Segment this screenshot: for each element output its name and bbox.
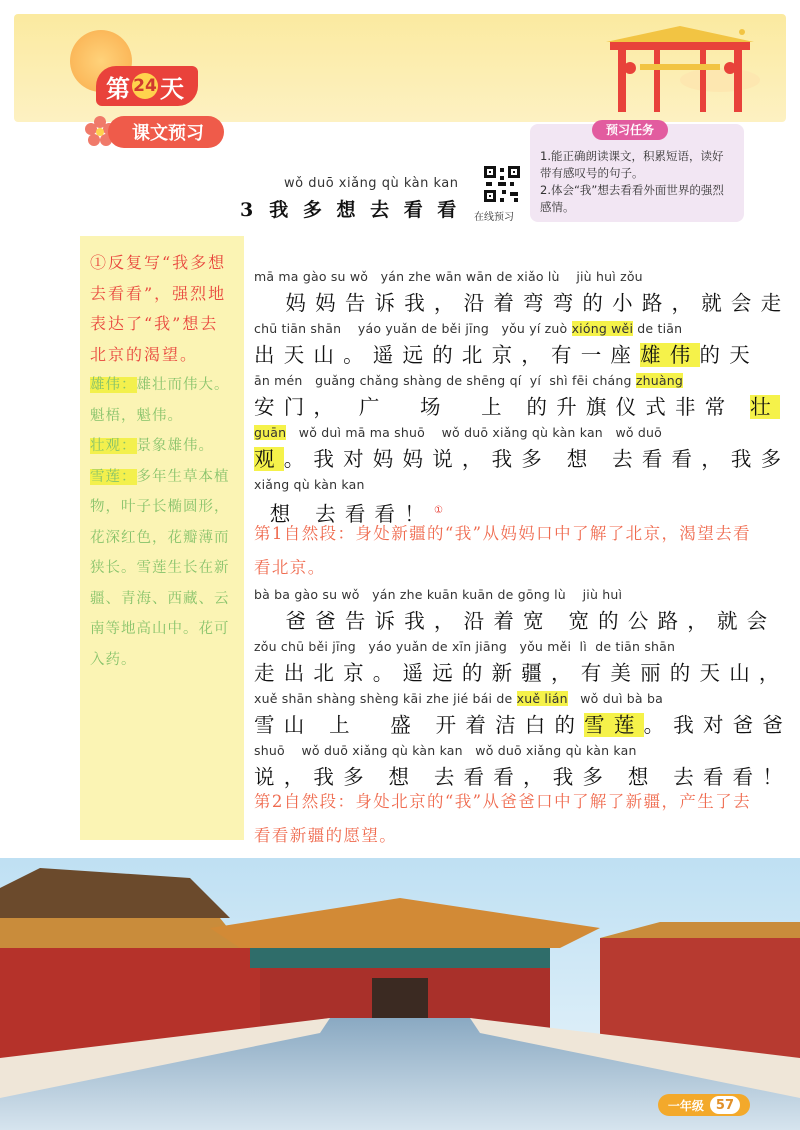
paragraph-2: [254, 586, 793, 794]
text-line: [254, 656, 789, 690]
hanzi-text: 。我对妈妈说，我多 想 去看看，我多: [283, 447, 791, 471]
page-number: 57: [710, 1096, 740, 1114]
side-note-annotation: ①反复写“我多想去看看”，强烈地表达了“我”想去北京的渴望。: [90, 253, 227, 364]
vocab-word: 雄伟：: [90, 377, 137, 393]
qr-label: 在线预习: [474, 212, 514, 223]
pinyin-line: [254, 372, 754, 390]
task-title: 预习任务: [592, 120, 668, 140]
pinyin-line: [254, 320, 754, 338]
text-line: [254, 708, 793, 742]
day-badge: [96, 66, 198, 106]
lesson-number: 3: [240, 199, 258, 221]
summary-1: 第1自然段：身处新疆的“我”从妈妈口中了解了北京，渴望去看看北京。: [254, 524, 751, 577]
vocab-definition: 雄壮而伟大。魁梧，魁伟。: [90, 377, 230, 424]
pinyin-line: [254, 476, 754, 494]
text-line: [254, 338, 759, 372]
day-suffix: 天: [160, 74, 184, 103]
task-item-1: 1.能正确朗读课文，积累短语，读好带有感叹号的句子。: [540, 149, 724, 180]
pinyin-text: xiǎng qù kàn kan: [254, 477, 365, 492]
pinyin-text: de tiān: [633, 321, 683, 336]
grade-label: 一年级: [667, 1098, 704, 1113]
text-line: [254, 390, 780, 424]
pinyin-line: [254, 268, 754, 286]
pinyin-text: wǒ duì bà ba: [567, 691, 663, 706]
pinyin-text: zǒu chū běi jīng yáo yuǎn de xīn jiāng yǒu měi lì de tiān shān: [254, 639, 676, 654]
side-note: [80, 236, 244, 840]
pinyin-text: shuō wǒ duō xiǎng qù kàn kan wǒ duō xiǎng qù kàn kan: [254, 743, 637, 758]
pinyin-text: ān mén guǎng chǎng shàng de shēng qí yí shì fēi cháng: [254, 373, 636, 388]
pinyin-text: mā ma gào su wǒ yán zhe wān wān de xiǎo lù jiù huì zǒu: [254, 269, 643, 284]
pinyin-line: [254, 586, 754, 604]
summary-2: 第2自然段：身处北京的“我”从爸爸口中了解了新疆，产生了去看看新疆的愿望。: [254, 792, 751, 845]
hanzi-text: 想 去看看！: [254, 501, 434, 526]
pinyin-text: chū tiān shān yáo yuǎn de běi jīng yǒu yí zuò: [254, 321, 572, 336]
hanzi-text: 的天: [699, 343, 759, 367]
day-number: 24: [132, 73, 158, 99]
task-item-2: 2.体会“我”想去看看外面世界的强烈感情。: [540, 183, 724, 214]
vocab-word: 雪莲：: [90, 468, 137, 485]
hanzi-text: 妈妈告诉我，沿着弯弯的小路，就会走: [254, 291, 791, 315]
pinyin-line: [254, 638, 754, 656]
pinyin-highlight: guān: [254, 425, 287, 440]
vocab-word: 壮观：: [90, 438, 137, 454]
lesson-title-pinyin: wǒ duō xiǎng qù kàn kan: [284, 176, 459, 191]
pinyin-highlight: xuě lián: [516, 691, 568, 706]
hanzi-highlight: 雪莲: [584, 713, 644, 737]
preview-task-box: [530, 124, 744, 222]
pinyin-text: xuě shān shàng shèng kāi zhe jié bái de: [254, 691, 517, 706]
hanzi-text: 说，我多 想 去看看，我多 想 去看看！: [254, 765, 793, 789]
text-line: [254, 442, 791, 476]
paragraph-1: [254, 268, 791, 528]
lesson-title-text: 我 多 想 去 看 看: [269, 199, 461, 221]
page-number-badge: [658, 1094, 750, 1116]
vocab-definition: 多年生草本植物，叶子长椭圆形，花深红色，花瓣薄而狭长。雪莲生长在新疆、青海、西藏、云南等地高山中。花可入药。: [90, 468, 230, 668]
vocab-definition: 景象雄伟。: [136, 438, 214, 454]
pinyin-line: [254, 690, 754, 708]
hanzi-highlight: 观: [254, 447, 284, 471]
qr-code-icon[interactable]: [482, 164, 522, 204]
hanzi-highlight: 壮: [750, 395, 780, 419]
day-prefix: 第: [106, 74, 130, 103]
text-line: [254, 286, 791, 320]
pinyin-highlight: zhuàng: [635, 373, 683, 388]
section-tag: 课文预习: [108, 116, 224, 148]
pinyin-line: [254, 424, 754, 442]
forbidden-city-photo: [0, 858, 800, 1130]
pinyin-highlight: xióng wěi: [571, 321, 634, 336]
text-line: [254, 604, 777, 638]
hanzi-text: 出天山。遥远的北京，有一座: [254, 343, 641, 367]
hanzi-text: 爸爸告诉我，沿着宽 宽的公路，就会: [254, 609, 777, 633]
hanzi-highlight: 雄伟: [640, 343, 700, 367]
hanzi-text: 走出北京。遥远的新疆，有美丽的天山，: [254, 661, 789, 685]
hanzi-text: 安门， 广 场 上 的升旗仪式非常: [254, 395, 751, 419]
lesson-title: [240, 195, 460, 222]
hanzi-text: 。我对爸爸: [643, 713, 793, 737]
pinyin-text: bà ba gào su wǒ yán zhe kuān kuān de gōng lù jiù huì: [254, 587, 623, 602]
pinyin-line: [254, 742, 754, 760]
pinyin-text: wǒ duì mā ma shuō wǒ duō xiǎng qù kàn kan wǒ duō: [286, 425, 662, 440]
tiananmen-gate-illustration: [600, 20, 760, 120]
hanzi-text: 雪山 上 盛 开着洁白的: [254, 713, 585, 737]
side-note-vocab: [90, 370, 234, 675]
annotation-marker: ①: [433, 505, 443, 516]
